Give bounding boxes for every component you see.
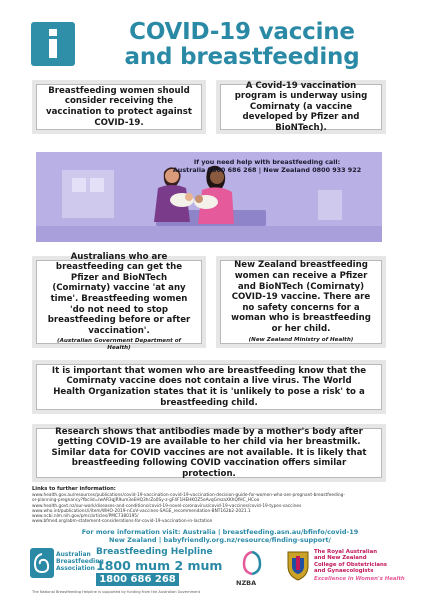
card-text: Australians who are breastfeeding can get the Pfizer and BioNTech (Comirnaty) vaccine 'at any time'. Breastfeeding women 'do not need to stop breastfeeding before or after vaccination'. (47, 251, 191, 336)
card-text: Research shows that antibodies made by a mother's body after getting COVID-19 are available to her child via her breastmilk. Similar data for COVID vaccines are not available. It is likely that breastfeeding following COVID vaccination offers similar protection. (51, 426, 367, 479)
more-info-new-zealand[interactable]: New Zealand | babyfriendly.org.nz/resource/finding-support/ (109, 536, 331, 544)
aba-logo-line-1: Australian (56, 551, 91, 558)
more-info (70, 528, 370, 544)
helpline-callout-line-1: If you need help with breastfeeding call: (193, 158, 341, 166)
helpline-number[interactable]: 1800 686 268 (96, 573, 179, 586)
card-consider-vaccination (36, 84, 202, 130)
title-line-1: COVID-19 vaccine (129, 19, 355, 45)
ranzcog-logo-text (314, 549, 405, 582)
link-health-gov-au[interactable]: www.health.gov.au/resources/publications/covid-19-vaccination-covid-19-vaccination-decision-guide-for-women-who-are-pregnant-breastfeeding- (32, 493, 345, 498)
card-text: It is important that women who are breastfeeding know that the Comirnaty vaccine does not contain a live virus. The World Health Organization states that it is 'unlikely to pose a risk' to a breastfeeding child. (51, 365, 367, 408)
nzba-logo-text: NZBA (236, 579, 257, 587)
card-text: Breastfeeding women should consider receiving the vaccination to protect against COVID-19. (46, 85, 192, 128)
ranzcog-tagline: Excellence in Women's Health (314, 575, 405, 582)
page-title (82, 20, 402, 70)
card-vaccination-program (220, 80, 382, 133)
ranzcog-line-2: and New Zealand (314, 555, 367, 562)
illustration-banner (36, 152, 382, 242)
aba-logo-line-3: Association (56, 565, 95, 572)
more-info-australia[interactable]: For more information visit: Australia | breastfeeding.asn.au/bfinfo/covid-19 (81, 528, 359, 536)
card-australia-advice (36, 251, 202, 352)
link-ncbi[interactable]: www.ncbi.nlm.nih.gov/pmc/articles/PMC7380195/ (32, 514, 139, 519)
ranzcog-line-1: The Royal Australian (314, 549, 378, 555)
link-health-govt-nz[interactable]: www.health.govt.nz/our-work/diseases-and-conditions/covid-19-novel-coronavirus/covid-19-vaccines/covid-19-types-vaccines (32, 504, 302, 509)
nzba-logo-icon (232, 548, 272, 578)
helpline-title: Breastfeeding Helpline (96, 547, 213, 557)
card-source: (New Zealand Ministry of Health) (248, 336, 354, 343)
helpline-callout (162, 158, 372, 174)
helpline-mnemonic: 1800 mum 2 mum (96, 558, 223, 573)
link-health-gov-au-cont[interactable]: or-planning-pregnancy?fbclid=IwAR3qJR9um3eEHQ3hrZo0Sy-z-gF4F1HEHKOZ5eAvqGmzaXKhQfHC_HCoo (32, 498, 260, 503)
card-new-zealand-advice (220, 260, 382, 344)
link-who[interactable]: www.who.int/publications/i/item/WHO-2019-nCoV-vaccines-SAGE_recommendation-BNT162b2-2021.1 (32, 509, 251, 514)
helpline-callout-line-2: Australia 1800 686 268 | New Zealand 0800 933 922 (172, 166, 362, 174)
funding-note: The National Breastfeeding Helpline is supported by funding from the Australian Government (32, 590, 201, 594)
title-line-2: and breastfeeding (124, 44, 360, 70)
aba-logo-line-2: Breastfeeding (56, 558, 104, 565)
card-no-live-virus (36, 364, 382, 410)
ranzcog-line-4: and Gynaecologists (314, 568, 374, 575)
aba-logo-icon (30, 548, 54, 578)
link-bfmed[interactable]: www.bfmed.org/abm-statement-considerations-for-covid-19-vaccination-in-lactation (32, 519, 213, 524)
ranzcog-crest-icon (284, 548, 312, 582)
ranzcog-line-3: College of Obstetricians (314, 561, 388, 568)
card-antibodies-research (36, 428, 382, 478)
card-text: A Covid-19 vaccination program is underway using Comirnaty (a vaccine developed by Pfizer and BioNTech). (234, 80, 368, 133)
info-icon (31, 22, 75, 66)
links-heading: Links to further information: (32, 486, 116, 492)
card-text: New Zealand breastfeeding women can receive a Pfizer and BioNTech (Comirnaty) COVID-19 vaccine. There are no safety concerns for a woman who is breastfeeding or her child. (231, 260, 371, 334)
card-source: (Australian Government Department of Health) (57, 338, 181, 352)
